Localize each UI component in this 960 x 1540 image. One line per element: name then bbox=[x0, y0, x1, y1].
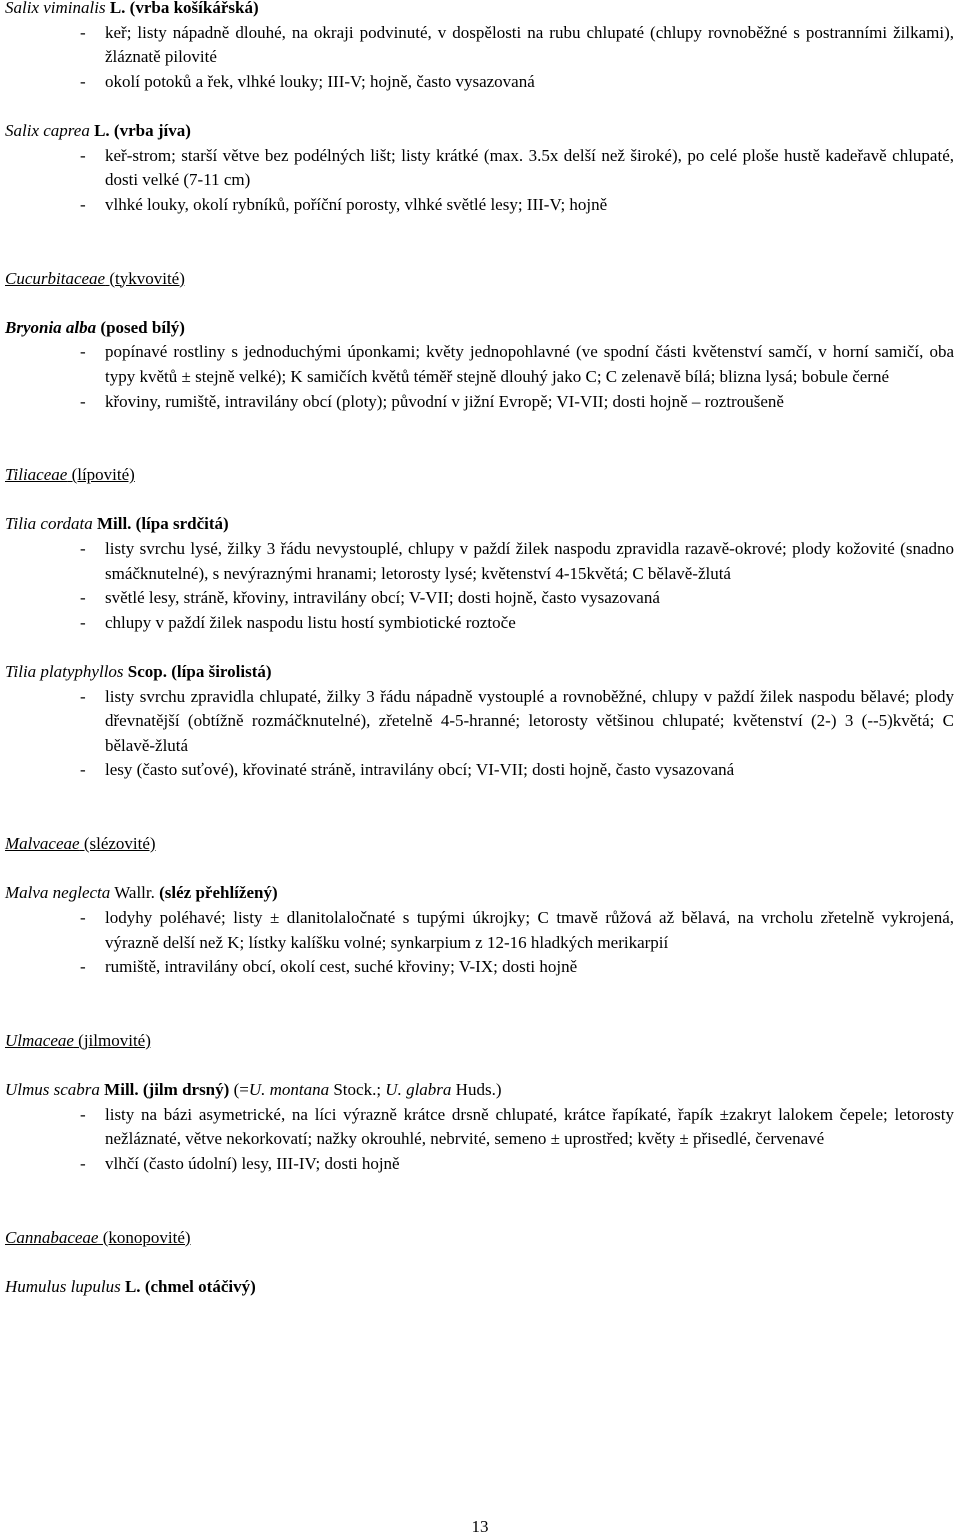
family-name: Ulmaceae bbox=[5, 1030, 74, 1050]
synonym-author: Stock.; bbox=[329, 1080, 386, 1100]
species-note: - listy na bázi asymetrické, na líci výrazně krátce drsně chlupaté, krátce řapíkaté, řapík ±zakryt lalokem čepele; letorosty nežláznaté, větve nekorkovatí; nažky okrouhlé, nebrvité, semeno ± uprostřed; květy ± přisedlé, červenavé bbox=[5, 1103, 954, 1152]
bullet-dash: - bbox=[80, 22, 86, 42]
species-note: - listy svrchu zpravidla chlupaté, žilky 3 řádu nápadně vystouplé a rovnoběžné, chlupy v paždí žilek naspodu bělavé; plody dřevnatější (obtížně rozmáčknutelné), zřetelně 4-5-hranné; letorosty většinou chlupaté; květenství (2-) 3 (--5)květá; C bělavě-žlutá bbox=[5, 685, 954, 759]
species-common-name: (chmel otáčivý) bbox=[140, 1276, 256, 1296]
species-entry-ulmus-scabra bbox=[5, 1078, 954, 1176]
species-note: - listy svrchu lysé, žilky 3 řádu nevystouplé, chlupy v paždí žilek naspodu zpravidla razavě-okrové; plody kožovité (snadno smáčknutelné), s nevýraznými hranami; letorosty lysé; květenství 4-15květá; C bělavě-žlutá bbox=[5, 537, 954, 586]
species-entry-salix-caprea bbox=[5, 119, 954, 217]
bullet-dash: - bbox=[80, 907, 86, 927]
species-note: - keř-strom; starší větve bez podélných lišt; listy krátké (max. 3.5x delší než široké), po celé ploše hustě kadeřavě chlupaté, dosti velké (7-11 cm) bbox=[5, 144, 954, 193]
species-note: - keř; listy nápadně dlouhé, na okraji podvinuté, v dospělosti na rubu chlupaté (chlupy rovnoběžné s postranními žilkami), žláznatě pilovité bbox=[5, 21, 954, 70]
page-number: 13 bbox=[471, 1517, 489, 1536]
family-heading-cannabaceae bbox=[5, 1226, 954, 1251]
synonym-author: Huds.) bbox=[451, 1080, 502, 1100]
bullet-dash: - bbox=[80, 957, 86, 977]
species-common-name: (vrba jíva) bbox=[109, 120, 191, 140]
species-common-name: (lípa srdčitá) bbox=[131, 514, 229, 534]
species-heading bbox=[5, 0, 954, 21]
bullet-dash: - bbox=[80, 194, 86, 214]
family-name: Tiliaceae bbox=[5, 465, 68, 485]
species-heading bbox=[5, 881, 954, 906]
species-entry-tilia-platyphyllos bbox=[5, 660, 954, 783]
species-author: L. bbox=[120, 1276, 141, 1296]
species-author: Mill. bbox=[99, 1080, 139, 1100]
species-common-name: (posed bílý) bbox=[96, 317, 185, 337]
species-name: Salix viminalis bbox=[5, 0, 106, 17]
species-author: L. bbox=[89, 120, 110, 140]
bullet-dash: - bbox=[80, 612, 86, 632]
species-common-name: (jilm drsný) bbox=[138, 1080, 230, 1100]
bullet-dash: - bbox=[80, 1153, 86, 1173]
family-common-name: (lípovité) bbox=[67, 465, 135, 485]
species-note: - okolí potoků a řek, vlhké louky; III-V; hojně, často vysazovaná bbox=[5, 70, 954, 95]
synonym-open: (= bbox=[229, 1080, 249, 1100]
species-note: - vlhčí (často údolní) lesy, III-IV; dosti hojně bbox=[5, 1152, 954, 1177]
species-heading bbox=[5, 119, 954, 144]
synonym-name: U. montana bbox=[248, 1080, 330, 1100]
species-entry-malva-neglecta bbox=[5, 881, 954, 979]
family-common-name: (jilmovité) bbox=[73, 1030, 151, 1050]
synonym-name: U. glabra bbox=[385, 1080, 452, 1100]
family-common-name: (slézovité) bbox=[79, 834, 156, 854]
family-name: Cannabaceae bbox=[5, 1227, 99, 1247]
family-heading-cucurbitaceae bbox=[5, 267, 954, 292]
family-heading-malvaceae bbox=[5, 832, 954, 857]
species-note: - rumiště, intravilány obcí, okolí cest, suché křoviny; V-IX; dosti hojně bbox=[5, 955, 954, 980]
species-name: Ulmus scabra bbox=[5, 1080, 100, 1100]
species-name: Salix caprea bbox=[5, 120, 90, 140]
species-note: - lesy (často suťové), křovinaté stráně, intravilány obcí; VI-VII; dosti hojně, často vysazovaná bbox=[5, 758, 954, 783]
bullet-dash: - bbox=[80, 539, 86, 559]
family-heading-ulmaceae bbox=[5, 1029, 954, 1054]
species-heading bbox=[5, 512, 954, 537]
species-name: Tilia cordata bbox=[5, 514, 93, 534]
species-name: Bryonia alba bbox=[5, 317, 97, 337]
family-heading-tiliaceae bbox=[5, 463, 954, 488]
species-heading bbox=[5, 1275, 954, 1300]
species-note: - světlé lesy, stráně, křoviny, intravilány obcí; V-VII; dosti hojně, často vysazovaná bbox=[5, 586, 954, 611]
family-common-name: (konopovité) bbox=[98, 1227, 191, 1247]
species-author: Scop. bbox=[123, 662, 168, 682]
family-common-name: (tykvovité) bbox=[105, 268, 185, 288]
species-entry-humulus-lupulus bbox=[5, 1275, 954, 1300]
bullet-dash: - bbox=[80, 342, 86, 362]
species-note: - lodyhy poléhavé; listy ± dlanitolaločnaté s tupými úkrojky; C tmavě růžová až bělavá, na vrcholu zřetelně vykrojená, výrazně delší než K; lístky kalíšku volné; synkarpium z 12-16 hladkých merikarpií bbox=[5, 906, 954, 955]
species-common-name: (vrba košíkářská) bbox=[125, 0, 259, 17]
bullet-dash: - bbox=[80, 71, 86, 91]
bullet-dash: - bbox=[80, 760, 86, 780]
family-name: Malvaceae bbox=[5, 834, 80, 854]
species-entry-tilia-cordata bbox=[5, 512, 954, 635]
species-heading bbox=[5, 1078, 954, 1103]
bullet-dash: - bbox=[80, 1104, 86, 1124]
species-author: Wallr. bbox=[110, 883, 155, 903]
bullet-dash: - bbox=[80, 145, 86, 165]
bullet-dash: - bbox=[80, 686, 86, 706]
species-note: - popínavé rostliny s jednoduchými úponkami; květy jednopohlavné (ve spodní části květenství samčí, v horní samičí, oba typy květů ± stejně velké); K samičích květů téměř stejně dlouhý jako C; C zelenavě bílá; blizna lysá; bobule černé bbox=[5, 340, 954, 389]
species-note: - vlhké louky, okolí rybníků, poříční porosty, vlhké světlé lesy; III-V; hojně bbox=[5, 193, 954, 218]
species-heading bbox=[5, 316, 954, 341]
bullet-dash: - bbox=[80, 391, 86, 411]
species-note: - chlupy v paždí žilek naspodu listu hostí symbiotické roztoče bbox=[5, 611, 954, 636]
species-name: Tilia platyphyllos bbox=[5, 662, 124, 682]
species-note: - křoviny, rumiště, intravilány obcí (ploty); původní v jižní Evropě; VI-VII; dosti hojně – roztroušeně bbox=[5, 390, 954, 415]
species-heading bbox=[5, 660, 954, 685]
family-name: Cucurbitaceae bbox=[5, 268, 106, 288]
species-common-name: (sléz přehlížený) bbox=[154, 883, 278, 903]
species-author: Mill. bbox=[92, 514, 132, 534]
species-common-name: (lípa širolistá) bbox=[167, 662, 272, 682]
species-entry-bryonia-alba bbox=[5, 316, 954, 414]
species-name: Malva neglecta bbox=[5, 883, 111, 903]
bullet-dash: - bbox=[80, 588, 86, 608]
species-author: L. bbox=[105, 0, 126, 17]
species-entry-salix-viminalis bbox=[5, 0, 954, 94]
species-name: Humulus lupulus bbox=[5, 1276, 121, 1296]
